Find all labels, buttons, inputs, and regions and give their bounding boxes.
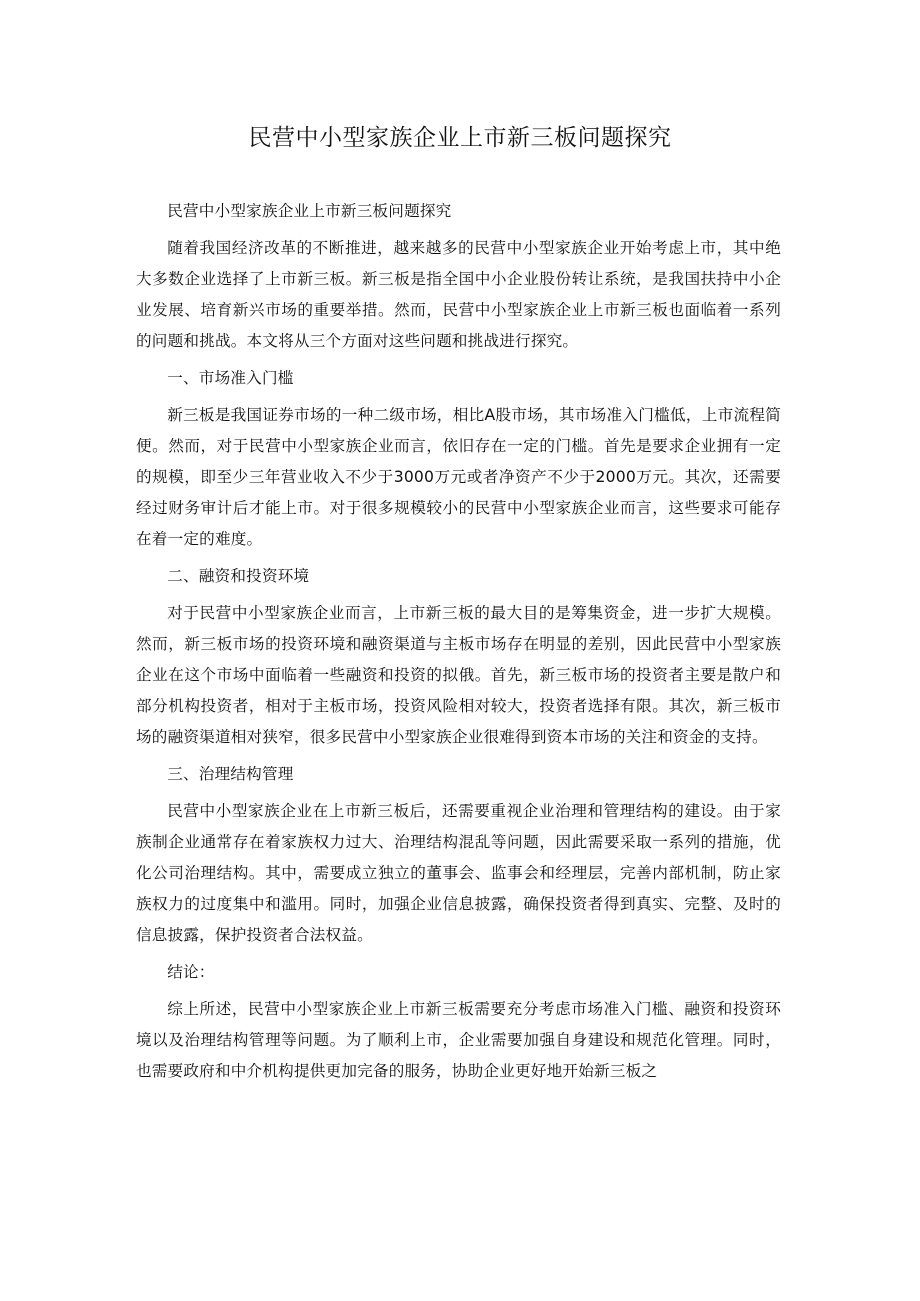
- document-body: [136, 196, 781, 1093]
- subtitle-paragraph: 民营中小型家族企业上市新三板问题探究: [167, 202, 452, 220]
- section-heading-financing: 二、融资和投资环境: [167, 567, 310, 585]
- conclusion-paragraph: 综上所述，民营中小型家族企业上市新三板需要充分考虑市场准入门槛、融资和投资环境以及治理结构管理等问题。为了顺利上市，企业需要加强自身建设和规范化管理。同时，也需要政府和中介机构提供更加完备的服务，协助企业更好地开始新三板之: [136, 1000, 781, 1080]
- governance-paragraph: 民营中小型家族企业在上市新三板后，还需要重视企业治理和管理结构的建设。由于家族制企业通常存在着家族权力过大、治理结构混乱等问题，因此需要采取一系列的措施，优化公司治理结构。其中，需要成立独立的董事会、监事会和经理层，完善内部机制，防止家族权力的过度集中和滥用。同时，加强企业信息披露，确保投资者得到真实、完整、及时的信息披露，保护投资者合法权益。: [136, 802, 781, 944]
- section-heading-governance: 三、治理结构管理: [167, 765, 294, 783]
- conclusion-heading: 结论：: [167, 963, 215, 981]
- intro-paragraph: 随着我国经济改革的不断推进，越来越多的民营中小型家族企业开始考虑上市，其中绝大多数企业选择了上市新三板。新三板是指全国中小企业股份转让系统，是我国扶持中小企业发展、培育新兴市场的重要举措。然而，民营中小型家族企业上市新三板也面临着一系列的问题和挑战。本文将从三个方面对这些问题和挑战进行探究。: [136, 239, 781, 350]
- financing-paragraph: 对于民营中小型家族企业而言，上市新三板的最大目的是筹集资金，进一步扩大规模。然而，新三板市场的投资环境和融资渠道与主板市场存在明显的差别，因此民营中小型家族企业在这个市场中面临着一些融资和投资的拟俄。首先，新三板市场的投资者主要是散户和部分机构投资者，相对于主板市场，投资风险相对较大，投资者选择有限。其次，新三板市场的融资渠道相对狭窄，很多民营中小型家族企业很难得到资本市场的关注和资金的支持。: [136, 604, 781, 746]
- market-entry-paragraph: 新三板是我国证券市场的一种二级市场，相比A股市场，其市场准入门槛低，上市流程简便。然而，对于民营中小型家族企业而言，依旧存在一定的门槛。首先是要求企业拥有一定的规模，即至少三年营业收入不少于3000万元或者净资产不少于2000万元。其次，还需要经过财务审计后才能上市。对于很多规模较小的民营中小型家族企业而言，这些要求可能存在着一定的难度。: [136, 406, 781, 548]
- section-heading-market-entry: 一、市场准入门槛: [167, 369, 294, 387]
- document-title: 民营中小型家族企业上市新三板问题探究: [248, 125, 672, 151]
